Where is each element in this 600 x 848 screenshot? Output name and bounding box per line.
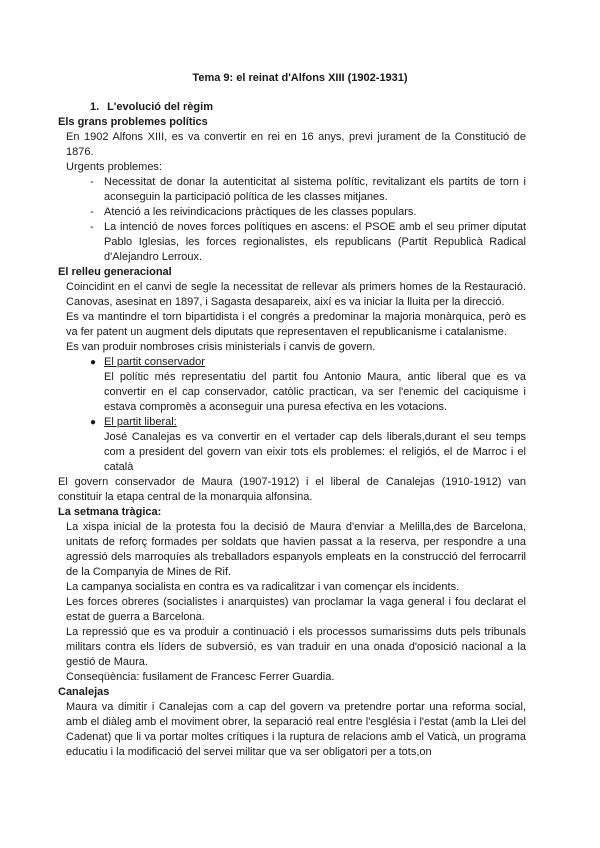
document-title: Tema 9: el reinat d'Alfons XIII (1902-1931): [192, 72, 408, 84]
label-urgents: Urgents problemes:: [66, 161, 162, 173]
list-item: [90, 220, 526, 265]
list-partits: [58, 355, 526, 475]
paragraph-setmana-3: Les forces obreres (socialistes i anarquistes) van proclamar la vaga general i fou declarat el estat de guerra a Barcelona.: [66, 596, 526, 623]
list-item: [90, 175, 526, 205]
paragraph-relleu-3: Es van produir nombroses crisis ministerials i canvis de govern.: [66, 341, 376, 353]
list-item-conservador: [90, 355, 526, 415]
dash-icon: -: [90, 221, 94, 233]
liberal-title: El partit liberal:: [104, 416, 177, 428]
list-item: [90, 205, 526, 220]
paragraph-canalejas-1: Maura va dimitir i Canalejas com a cap del govern va pretendre portar una reforma social, amb el diàleg amb el moviment obrer, la separació real entre l'església i l'estat (amb la Llei del Cadenat) que li va portar moltes crítiques i la ruptura de relacions amb el Vaticà, un programa educatiu i la modificació del servei militar que va ser obligatori per a tots,on: [66, 701, 526, 758]
list-item-text: Necessitat de donar la autenticitat al sistema polític, revitalizant els partits de torn i aconseguin la participació política de les classes mitjanes.: [104, 176, 526, 203]
paragraph-relleu-closing: El govern conservador de Maura (1907-1912) i el liberal de Canalejas (1910-1912) van constituir la etapa central de la monarquia alfonsina.: [58, 476, 526, 503]
heading-relleu: El relleu generacional: [58, 266, 172, 278]
liberal-text: José Canalejas es va convertir en el vertader cap dels liberals,durant el seu temps com a president del govern van eixir tots els problemes: el religiós, el de Marroc i el català: [104, 431, 526, 473]
bullet-icon: ●: [90, 357, 97, 368]
dash-icon: -: [90, 176, 94, 188]
paragraph-relleu-2: Es va mantindre el torn bipartidista i el congrés a predominar la majoria monàrquica, però es va fer patent un augment dels diputats que representaven el republicanisme i catalanisme.: [66, 311, 526, 338]
heading-canalejas: Canalejas: [58, 686, 110, 698]
heading-setmana: La setmana tràgica:: [58, 506, 162, 518]
paragraph-setmana-5: Conseqüència: fusilament de Francesc Ferrer Guardia.: [66, 671, 335, 683]
list-item-text: Atenció a les reivindicacions pràctiques de les classes populars.: [104, 206, 417, 218]
section-heading-evolucio: [90, 100, 526, 115]
paragraph-setmana-4: La repressió que es va produir a continuació i els processos sumarissims duts pels tribunals militars contra els líders de subversió, es van traduir en una onada d'oposició nacional a la gestió de Maura.: [66, 626, 526, 668]
conservador-text: El polític més representatiu del partit fou Antonio Maura, antic liberal que es va convertir en el cap conservador, catòlic practican, va ser l'enemic del caciquisme i estava compromès a aconseguir una puresa efectiva en les votacions.: [104, 371, 526, 413]
list-item-liberal: [90, 415, 526, 475]
conservador-title: El partit conservador: [104, 356, 205, 368]
list-item-text: La intenció de noves forces polítiques en ascens: el PSOE amb el seu primer diputat Pablo Iglesias, les forces regionalistes, els republicans (Partit Republicà Radical d'Alejandro Lerroux.: [104, 221, 526, 263]
paragraph-setmana-2: La campanya socialista en contra es va radicalitzar i van començar els incidents.: [66, 581, 460, 593]
document-body: [58, 100, 526, 760]
section-number: 1.: [90, 101, 100, 113]
heading-grans-problemes: Els grans problemes polítics: [58, 116, 208, 128]
paragraph-relleu-1: Coincidint en el canvi de segle la necessitat de rellevar als primers homes de la Restauració. Canovas, asesinat en 1897, i Sagasta desapareix, així es va iniciar la lluita per la direcció.: [66, 281, 526, 308]
paragraph-intro: En 1902 Alfons XIII, es va convertir en rei en 16 anys, previ jurament de la Constitució de 1876.: [66, 131, 526, 158]
list-urgents: [58, 175, 526, 265]
dash-icon: -: [90, 206, 94, 218]
section-title: L'evolució del règim: [107, 101, 213, 113]
paragraph-setmana-1: La xispa inicial de la protesta fou la decisió de Maura d'enviar a Melilla,des de Barcelona, unitats de reforç formades per soldats que havien passat a la reserva, per respondre a una agressió dels marroquíes als treballadors espanyols empleats en la construcció del ferrocarril de la Companyia de Mines de Rif.: [66, 521, 526, 578]
bullet-icon: ●: [90, 417, 97, 428]
